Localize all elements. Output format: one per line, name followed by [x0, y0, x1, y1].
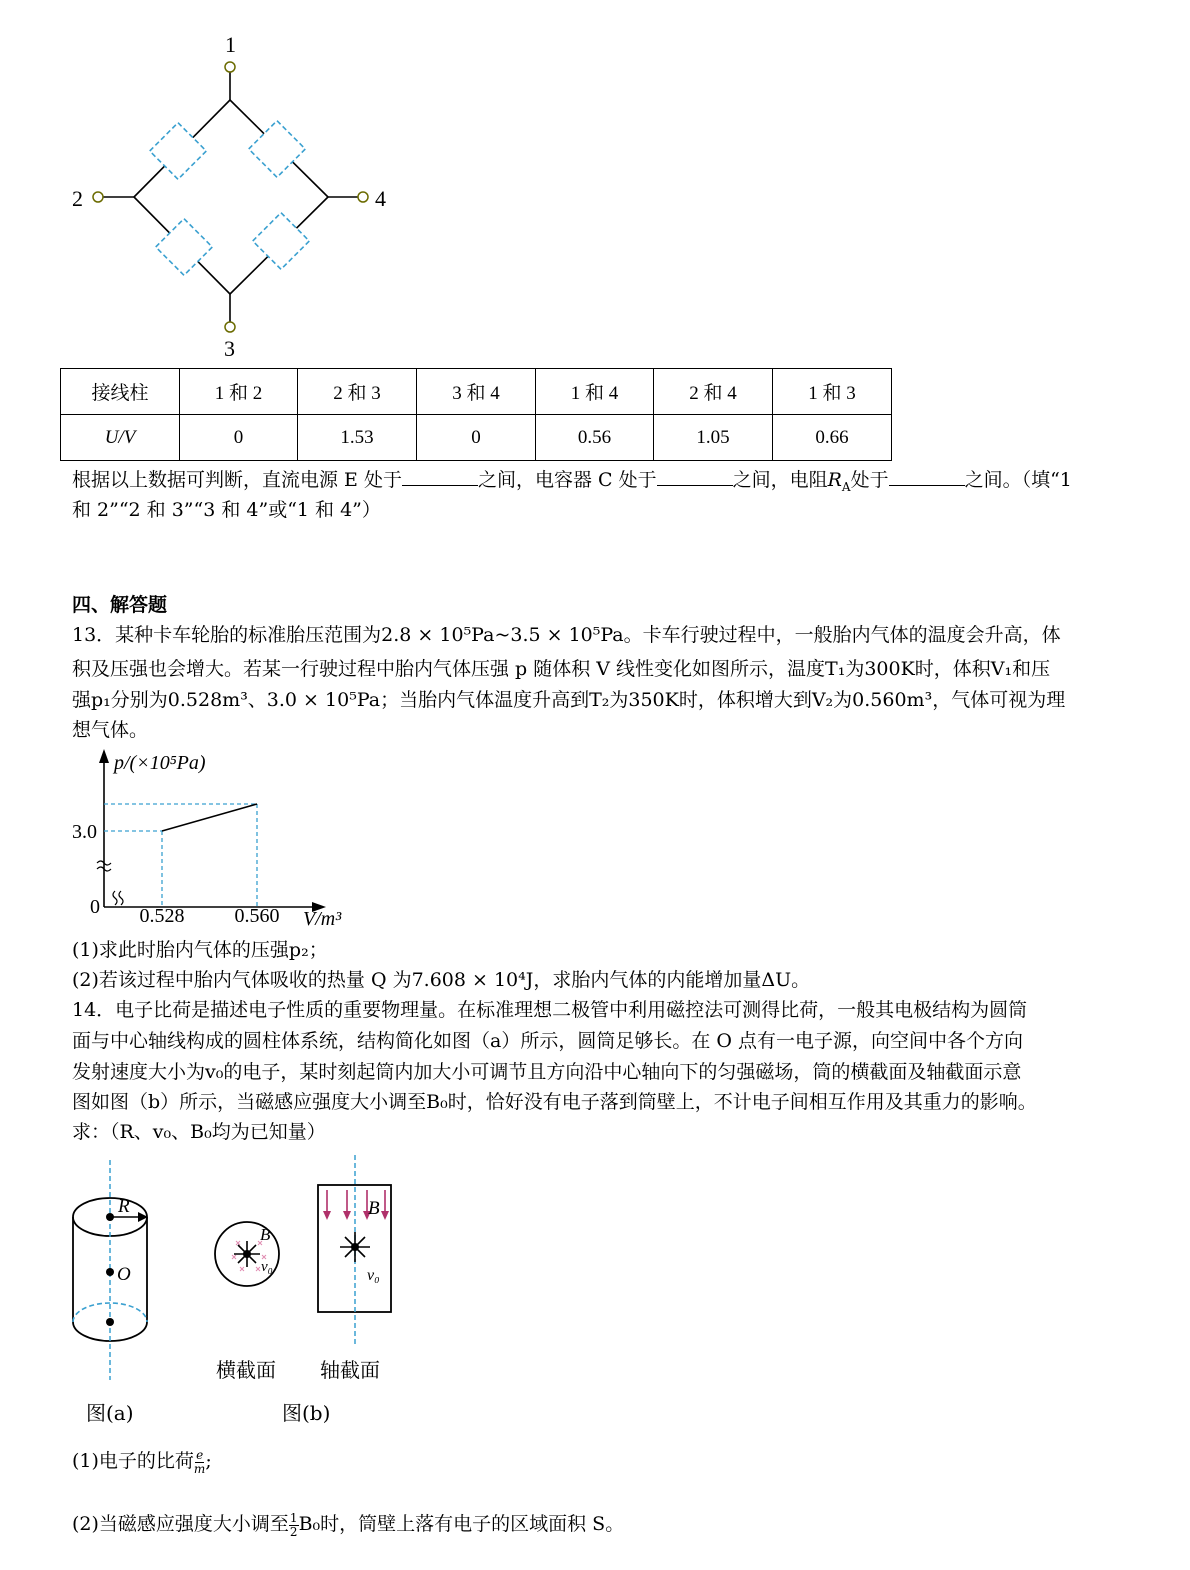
q13-sub-1: (1)求此时胎内气体的压强p₂； — [72, 939, 328, 961]
axis-break-icon — [97, 861, 123, 905]
table-header-label: 接线柱 — [61, 369, 180, 415]
label-o: O — [117, 1264, 131, 1285]
table-pair-cell: 1 和 3 — [773, 369, 892, 415]
label-v0-cross: v₀ — [261, 1259, 273, 1275]
q14-line-1: 14．电子比荷是描述电子性质的重要物理量。在标准理想二极管中利用磁控法可测得比荷，一般其电极结构为圆筒 — [72, 999, 1028, 1021]
y-axis-label: p/(×10⁵Pa) — [114, 752, 206, 774]
figure-b-caption: 图(b) — [282, 1401, 331, 1425]
label-b-cross: B — [260, 1225, 271, 1244]
terminal-2-label: 2 — [72, 186, 83, 211]
cross-section-caption: 横截面 — [216, 1358, 276, 1382]
voltage-table — [60, 368, 892, 461]
table-pair-cell: 1 和 4 — [536, 369, 654, 415]
table-row — [61, 415, 892, 461]
table-pair-cell: 2 和 3 — [298, 369, 417, 415]
x-tick-label: 0.528 — [139, 905, 185, 927]
section-title: 四、解答题 — [72, 594, 168, 616]
table-pair-cell: 3 和 4 — [417, 369, 536, 415]
q12-fill-line: 根据以上数据可判断，直流电源 E 处于 之间，电容器 C 处于 之间，电阻$R_A$处于 之间。（填“1 — [72, 469, 1072, 494]
label-v0-axial: v₀ — [367, 1267, 380, 1284]
q13-sub-2: (2)若该过程中胎内气体吸收的热量 Q 为7.608 × 10⁴J，求胎内气体的内能增加量ΔU。 — [72, 969, 811, 991]
q13-line-1: 13．某种卡车轮胎的标准胎压范围为2.8 × 10⁵Pa~3.5 × 10⁵Pa。卡车行驶过程中，一般胎内气体的温度会升高，体 — [72, 624, 1061, 646]
table-row-label: U/V — [61, 415, 180, 461]
cylinder-figure — [60, 1150, 170, 1390]
answer-blank[interactable] — [657, 467, 733, 486]
terminal-3-label: 3 — [224, 336, 235, 361]
q14-sub-1: (1)电子的比荷 $\frac{e}{m}$ ; — [72, 1447, 212, 1476]
q14-line-5: 求：（R、v₀、B₀均为已知量） — [72, 1121, 326, 1143]
q13-line-2: 积及压强也会增大。若某一行驶过程中胎内气体压强 p 随体积 V 线性变化如图所示，温度T₁为300K时，体积V₁和压 — [72, 658, 1051, 680]
table-pair-cell: 2 和 4 — [654, 369, 773, 415]
q14-sub-2: (2)当磁感应强度大小调至 $\frac{1}{2}$ B₀时，筒壁上落有电子的区域面积 S。 — [72, 1510, 625, 1539]
figure-a-caption: 图(a) — [86, 1401, 134, 1425]
q14-line-4: 图如图（b）所示，当磁感应强度大小调至B₀时，恰好没有电子落到筒壁上，不计电子间相互作用及其重力的影响。 — [72, 1091, 1037, 1113]
fraction-one-half: $\frac{1}{2}$ — [289, 1510, 298, 1539]
answer-blank[interactable] — [889, 467, 965, 486]
q13-line-3: 强p₁分别为0.528m³、3.0 × 10⁵Pa；当胎内气体温度升高到T₂为350K时，体积增大到V₂为0.560m³，气体可视为理 — [72, 689, 1066, 711]
table-value-cell: 0 — [417, 415, 536, 461]
origin-label: 0 — [90, 896, 100, 918]
y-axis-arrow-icon — [99, 749, 109, 763]
table-value-cell: 1.53 — [298, 415, 417, 461]
q14-line-2: 面与中心轴线构成的圆柱体系统，结构简化如图（a）所示，圆筒足够长。在 O 点有一电子源，向空间中各个方向 — [72, 1030, 1023, 1052]
axial-section-figure — [310, 1150, 400, 1350]
terminal-4-label: 4 — [375, 186, 386, 211]
table-value-cell: 0.56 — [536, 415, 654, 461]
fraction-e-over-m: $\frac{e}{m}$ — [193, 1447, 206, 1476]
terminal-1-label: 1 — [225, 32, 236, 57]
x-axis-label: V/m³ — [303, 908, 342, 930]
answer-blank[interactable] — [402, 467, 478, 486]
pv-line-series — [162, 804, 257, 831]
label-b-axial: B — [368, 1198, 380, 1219]
table-pair-cell: 1 和 2 — [180, 369, 298, 415]
table-row — [61, 369, 892, 415]
table-value-cell: 0.66 — [773, 415, 892, 461]
x-tick-label: 0.560 — [234, 905, 280, 927]
table-value-cell: 0 — [180, 415, 298, 461]
axial-section-caption: 轴截面 — [320, 1358, 380, 1382]
y-tick-label: 3.0 — [72, 821, 97, 843]
q12-fill-line-2: 和 2”“2 和 3”“3 和 4”或“1 和 4”） — [72, 499, 381, 521]
q13-line-4: 想气体。 — [72, 719, 149, 741]
table-value-cell: 1.05 — [654, 415, 773, 461]
bridge-circuit-diagram — [60, 25, 420, 365]
pv-chart — [60, 745, 360, 935]
q14-line-3: 发射速度大小为v₀的电子，某时刻起筒内加大小可调节且方向沿中心轴向下的匀强磁场，筒的横截面及轴截面示意 — [72, 1061, 1022, 1083]
label-r: R — [118, 1196, 130, 1217]
cross-section-figure — [210, 1215, 290, 1295]
